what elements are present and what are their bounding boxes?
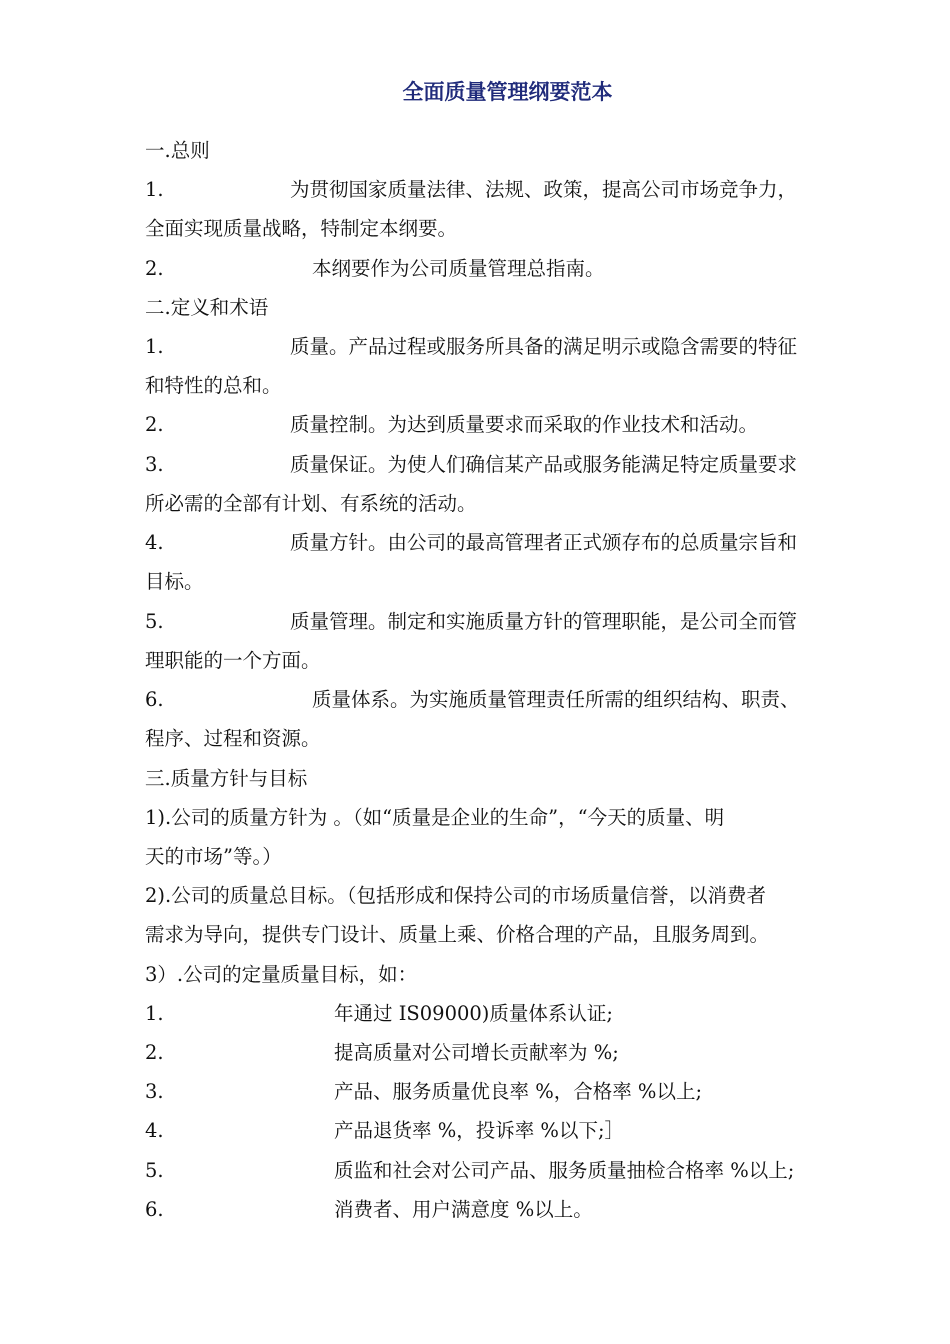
item-number: 2.: [145, 1041, 164, 1064]
item-number: 6.: [145, 1198, 164, 1221]
line-text: 质量控制。为达到质量要求而采取的作业技术和活动。: [290, 413, 759, 436]
item-number: 6.: [145, 688, 164, 711]
item-number: 2.: [145, 413, 164, 436]
line-text: 天的市场”等。）: [145, 845, 282, 868]
line-text: 质量方针。由公司的最高管理者正式颁存布的总质量宗旨和: [290, 531, 798, 554]
document-title: 全面质量管理纲要范本: [402, 80, 613, 104]
line-text: 二.定义和术语: [145, 296, 269, 319]
line-text: 提高质量对公司增长贡献率为 %;: [334, 1041, 619, 1064]
line-text: 本纲要作为公司质量管理总指南。: [312, 257, 605, 280]
item-number: 3.: [145, 1080, 164, 1103]
line-text: 3）.公司的定量质量目标，如：: [145, 963, 418, 986]
line-text: 年通过 IS09000)质量体系认证;: [334, 1002, 613, 1025]
line-text: 质量体系。为实施质量管理责任所需的组织结构、职责、: [312, 688, 800, 711]
item-number: 4.: [145, 531, 164, 554]
line-text: 所必需的全部有计划、有系统的活动。: [145, 492, 477, 515]
item-number: 2.: [145, 257, 164, 280]
line-text: 一.总则: [145, 139, 210, 162]
item-number: 5.: [145, 1159, 164, 1182]
item-number: 1.: [145, 1002, 164, 1025]
line-text: 质量。产品过程或服务所具备的满足明示或隐含需要的特征: [290, 335, 798, 358]
line-text: 三.质量方针与目标: [145, 767, 308, 790]
line-text: 1).公司的质量方针为 。（如“质量是企业的生命”，“今天的质量、明: [145, 806, 725, 829]
line-text: 质量保证。为使人们确信某产品或服务能满足特定质量要求: [290, 453, 798, 476]
item-number: 3.: [145, 453, 164, 476]
line-text: 产品退货率 %，投诉率 %以下;］: [334, 1119, 625, 1142]
line-text: 质监和社会对公司产品、服务质量抽检合格率 %以上;: [334, 1159, 795, 1182]
line-text: 需求为导向，提供专门设计、质量上乘、价格合理的产品，且服务周到。: [145, 923, 770, 946]
line-text: 2).公司的质量总目标。（包括形成和保持公司的市场质量信誉，以消费者: [145, 884, 766, 907]
item-number: 1.: [145, 178, 164, 201]
line-text: 目标。: [145, 570, 204, 593]
line-text: 和特性的总和。: [145, 374, 282, 397]
line-text: 消费者、用户满意度 %以上。: [334, 1198, 593, 1221]
line-text: 质量管理。制定和实施质量方针的管理职能，是公司全而管: [290, 610, 798, 633]
item-number: 5.: [145, 610, 164, 633]
item-number: 1.: [145, 335, 164, 358]
line-text: 全面实现质量战略，特制定本纲要。: [145, 217, 458, 240]
line-text: 为贯彻国家质量法律、法规、政策，提高公司市场竞争力，: [290, 178, 798, 201]
line-text: 程序、过程和资源。: [145, 727, 321, 750]
item-number: 4.: [145, 1119, 164, 1142]
line-text: 理职能的一个方面。: [145, 649, 321, 672]
line-text: 产品、服务质量优良率 %，合格率 %以上;: [334, 1080, 703, 1103]
